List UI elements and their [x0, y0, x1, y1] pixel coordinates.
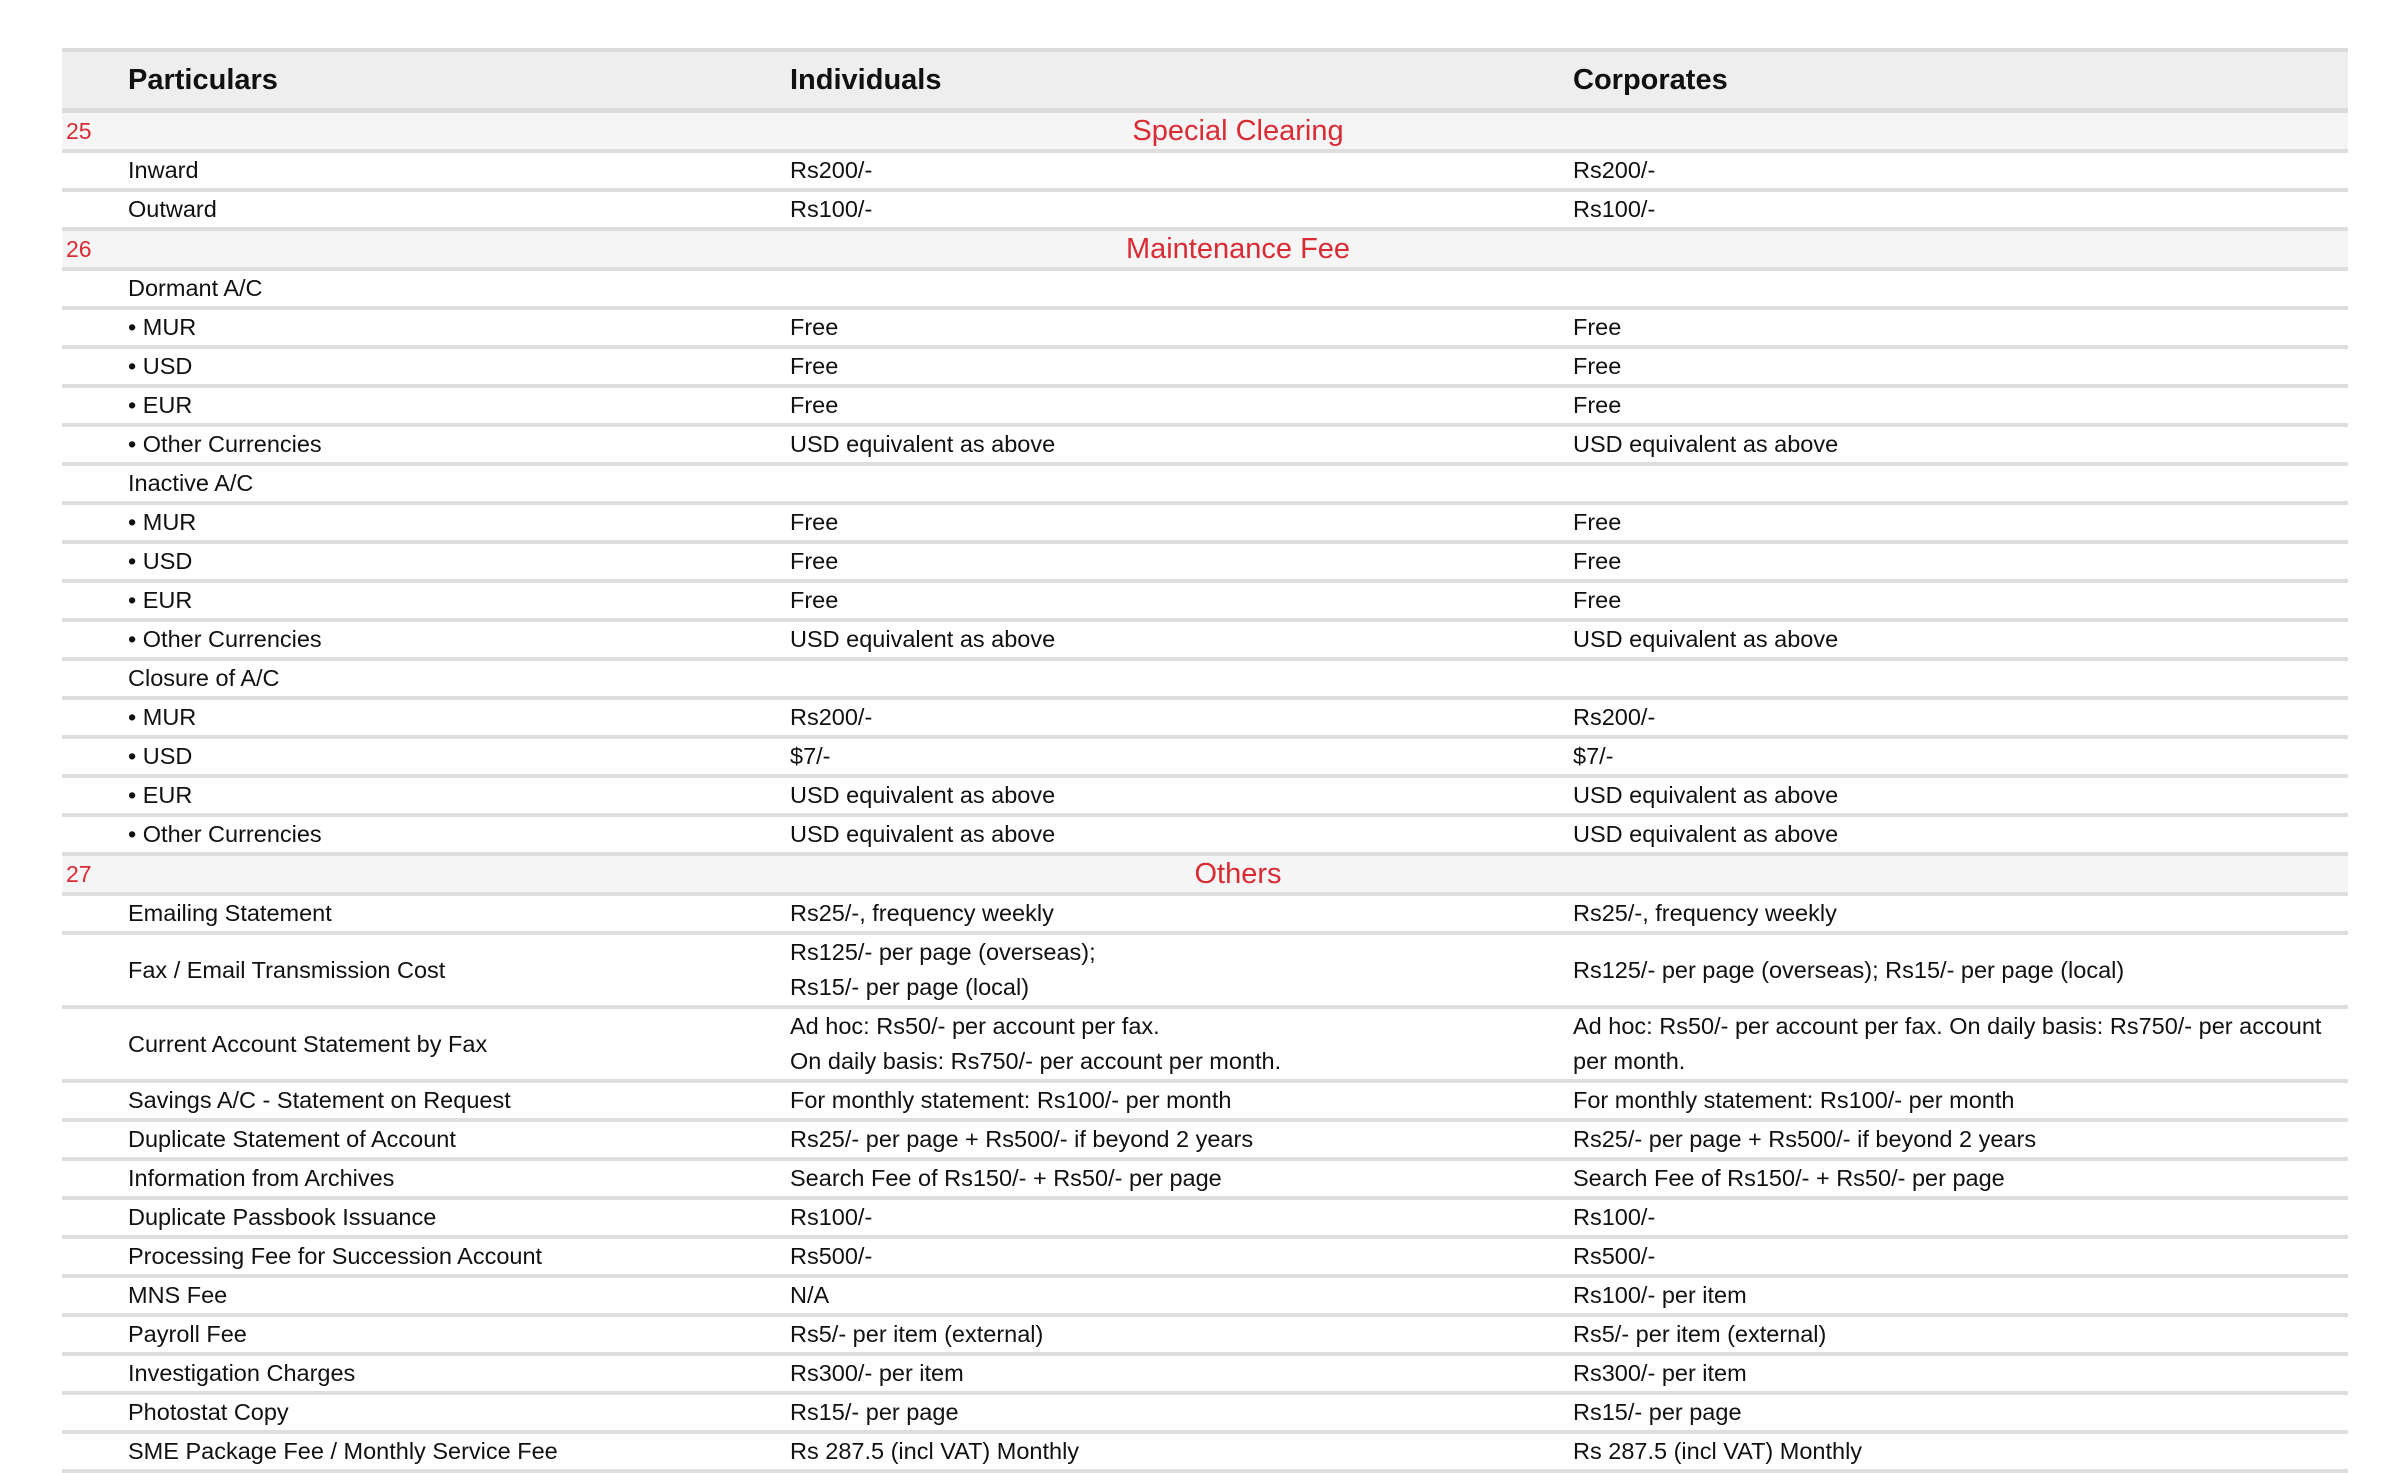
individuals-cell	[790, 659, 1573, 698]
individuals-cell-line: Free	[790, 392, 839, 418]
particular-cell: SME Package Fee / Monthly Service Fee	[128, 1432, 790, 1471]
particular-cell: Emailing Statement	[128, 894, 790, 933]
individuals-cell	[790, 581, 1573, 620]
individuals-cell-line: N/A	[790, 1282, 830, 1308]
individuals-cell	[790, 1432, 1573, 1471]
row-number-cell	[62, 1354, 128, 1393]
particular-cell: Photostat Copy	[128, 1393, 790, 1432]
corporates-cell	[1573, 620, 2348, 659]
corporates-cell-line: Free	[1573, 392, 1622, 418]
individuals-cell-line: Rs200/-	[790, 704, 873, 730]
individuals-cell-line: Free	[790, 509, 839, 535]
table-row	[62, 1081, 2348, 1120]
individuals-cell	[790, 894, 1573, 933]
individuals-cell-line: On daily basis: Rs750/- per account per month.	[790, 1048, 1282, 1074]
corporates-cell-line: Free	[1573, 353, 1622, 379]
individuals-cell	[790, 1198, 1573, 1237]
individuals-cell	[790, 815, 1573, 854]
table-row	[62, 464, 2348, 503]
section-header-row	[62, 111, 2348, 152]
individuals-cell-line: USD equivalent as above	[790, 821, 1056, 847]
row-number-cell	[62, 503, 128, 542]
individuals-cell	[790, 620, 1573, 659]
corporates-cell-line: Search Fee of Rs150/- + Rs50/- per page	[1573, 1165, 2005, 1191]
table-row	[62, 776, 2348, 815]
individuals-cell-line: Rs25/-, frequency weekly	[790, 900, 1054, 926]
corporates-cell-line: Free	[1573, 509, 1622, 535]
corporates-cell-line: Rs200/-	[1573, 704, 1656, 730]
individuals-cell-line: USD equivalent as above	[790, 782, 1056, 808]
particular-cell: • Other Currencies	[128, 425, 790, 464]
corporates-cell-line: Rs15/- per page	[1573, 1399, 1742, 1425]
corporates-cell	[1573, 894, 2348, 933]
corporates-cell-line: $7/-	[1573, 743, 1614, 769]
table-row	[62, 1432, 2348, 1471]
individuals-cell	[790, 776, 1573, 815]
row-number-cell	[62, 620, 128, 659]
section-number: 26	[62, 229, 128, 269]
individuals-cell	[790, 542, 1573, 581]
individuals-cell-line: Rs25/- per page + Rs500/- if beyond 2 years	[790, 1126, 1254, 1152]
table-row	[62, 1237, 2348, 1276]
row-number-cell	[62, 581, 128, 620]
table-row	[62, 542, 2348, 581]
row-number-cell	[62, 190, 128, 229]
number-column-header	[62, 50, 128, 111]
particular-cell: Duplicate Statement of Account	[128, 1120, 790, 1159]
row-number-cell	[62, 1198, 128, 1237]
corporates-cell	[1573, 1276, 2348, 1315]
particular-cell: • Other Currencies	[128, 620, 790, 659]
individuals-cell-line: Search Fee of Rs150/- + Rs50/- per page	[790, 1165, 1222, 1191]
row-number-cell	[62, 698, 128, 737]
particular-cell: • MUR	[128, 503, 790, 542]
table-row	[62, 503, 2348, 542]
table-row	[62, 659, 2348, 698]
individuals-cell	[790, 1007, 1573, 1081]
particular-cell: Information from Archives	[128, 1159, 790, 1198]
corporates-cell-line: For monthly statement: Rs100/- per month	[1573, 1087, 2015, 1113]
corporates-cell	[1573, 1159, 2348, 1198]
table-row	[62, 894, 2348, 933]
table-row	[62, 737, 2348, 776]
section-title: Maintenance Fee	[128, 229, 2348, 269]
individuals-cell-line: Free	[790, 353, 839, 379]
row-number-cell	[62, 1315, 128, 1354]
corporates-cell-line: Rs 287.5 (incl VAT) Monthly	[1573, 1438, 1863, 1464]
table-row	[62, 425, 2348, 464]
section-title: Others	[128, 854, 2348, 894]
corporates-cell	[1573, 190, 2348, 229]
individuals-cell-line: Free	[790, 314, 839, 340]
individuals-cell-line: Rs200/-	[790, 157, 873, 183]
corporates-cell-line: USD equivalent as above	[1573, 782, 1839, 808]
particular-cell: • USD	[128, 737, 790, 776]
individuals-cell	[790, 464, 1573, 503]
individuals-cell-line: Ad hoc: Rs50/- per account per fax.	[790, 1013, 1160, 1039]
individuals-cell	[790, 1315, 1573, 1354]
particular-cell: Outward	[128, 190, 790, 229]
corporates-cell-line: Free	[1573, 587, 1622, 613]
row-number-cell	[62, 737, 128, 776]
section-number: 27	[62, 854, 128, 894]
individuals-cell	[790, 386, 1573, 425]
table-row	[62, 1198, 2348, 1237]
corporates-cell	[1573, 933, 2348, 1007]
individuals-cell	[790, 190, 1573, 229]
corporates-cell	[1573, 1198, 2348, 1237]
table-row	[62, 698, 2348, 737]
row-number-cell	[62, 269, 128, 308]
row-number-cell	[62, 933, 128, 1007]
table-row	[62, 1159, 2348, 1198]
row-number-cell	[62, 1276, 128, 1315]
individuals-cell	[790, 1237, 1573, 1276]
particular-cell: Inward	[128, 151, 790, 190]
particular-cell: Savings A/C - Statement on Request	[128, 1081, 790, 1120]
particular-cell: • EUR	[128, 581, 790, 620]
particulars-column-header: Particulars	[128, 50, 790, 111]
corporates-cell	[1573, 542, 2348, 581]
particular-cell: Processing Fee for Succession Account	[128, 1237, 790, 1276]
individuals-column-header: Individuals	[790, 50, 1573, 111]
corporates-cell-line: USD equivalent as above	[1573, 821, 1839, 847]
particular-cell: • MUR	[128, 308, 790, 347]
individuals-cell-line: For monthly statement: Rs100/- per month	[790, 1087, 1232, 1113]
particular-cell: Duplicate Passbook Issuance	[128, 1198, 790, 1237]
individuals-cell-line: USD equivalent as above	[790, 626, 1056, 652]
individuals-cell-line: Rs300/- per item	[790, 1360, 964, 1386]
row-number-cell	[62, 1081, 128, 1120]
table-row	[62, 1276, 2348, 1315]
corporates-cell-line: Rs5/- per item (external)	[1573, 1321, 1827, 1347]
corporates-cell	[1573, 698, 2348, 737]
corporates-cell-line: Ad hoc: Rs50/- per account per fax. On daily basis: Rs750/- per account	[1573, 1013, 2322, 1039]
section-header-row	[62, 229, 2348, 269]
corporates-cell	[1573, 776, 2348, 815]
table-row	[62, 269, 2348, 308]
individuals-cell-line: Free	[790, 548, 839, 574]
table-row	[62, 815, 2348, 854]
table-row	[62, 190, 2348, 229]
row-number-cell	[62, 464, 128, 503]
individuals-cell	[790, 1276, 1573, 1315]
row-number-cell	[62, 347, 128, 386]
individuals-cell	[790, 1354, 1573, 1393]
corporates-cell-line: Rs500/-	[1573, 1243, 1656, 1269]
particular-cell: Investigation Charges	[128, 1354, 790, 1393]
particular-cell: Closure of A/C	[128, 659, 790, 698]
corporates-cell	[1573, 1081, 2348, 1120]
particular-cell: • USD	[128, 542, 790, 581]
table-row	[62, 933, 2348, 1007]
corporates-column-header: Corporates	[1573, 50, 2348, 111]
row-number-cell	[62, 776, 128, 815]
individuals-cell	[790, 1159, 1573, 1198]
row-number-cell	[62, 1159, 128, 1198]
corporates-cell-line: per month.	[1573, 1048, 1686, 1074]
corporates-cell	[1573, 308, 2348, 347]
particular-cell: • Other Currencies	[128, 815, 790, 854]
table-row	[62, 581, 2348, 620]
corporates-cell	[1573, 386, 2348, 425]
individuals-cell-line: Rs100/-	[790, 1204, 873, 1230]
table-header-row	[62, 50, 2348, 111]
individuals-cell	[790, 737, 1573, 776]
table-row	[62, 151, 2348, 190]
individuals-cell-line: Rs 287.5 (incl VAT) Monthly	[790, 1438, 1080, 1464]
particular-cell: MNS Fee	[128, 1276, 790, 1315]
corporates-cell-line: Free	[1573, 548, 1622, 574]
individuals-cell-line: Rs100/-	[790, 196, 873, 222]
row-number-cell	[62, 1393, 128, 1432]
corporates-cell-line: Rs100/-	[1573, 196, 1656, 222]
corporates-cell	[1573, 425, 2348, 464]
corporates-cell	[1573, 1237, 2348, 1276]
individuals-cell	[790, 308, 1573, 347]
particular-cell: • USD	[128, 347, 790, 386]
individuals-cell-line: Free	[790, 587, 839, 613]
corporates-cell	[1573, 151, 2348, 190]
individuals-cell	[790, 1081, 1573, 1120]
corporates-cell	[1573, 1007, 2348, 1081]
individuals-cell	[790, 425, 1573, 464]
corporates-cell	[1573, 1393, 2348, 1432]
corporates-cell-line: Free	[1573, 314, 1622, 340]
row-number-cell	[62, 1007, 128, 1081]
corporates-cell	[1573, 815, 2348, 854]
individuals-cell	[790, 269, 1573, 308]
particular-cell: • EUR	[128, 776, 790, 815]
corporates-cell	[1573, 659, 2348, 698]
section-header-row	[62, 854, 2348, 894]
individuals-cell-line: Rs125/- per page (overseas);	[790, 939, 1096, 965]
row-number-cell	[62, 815, 128, 854]
corporates-cell	[1573, 503, 2348, 542]
row-number-cell	[62, 894, 128, 933]
row-number-cell	[62, 151, 128, 190]
particular-cell: Current Account Statement by Fax	[128, 1007, 790, 1081]
individuals-cell	[790, 933, 1573, 1007]
corporates-cell	[1573, 1432, 2348, 1471]
particular-cell: Fax / Email Transmission Cost	[128, 933, 790, 1007]
corporates-cell	[1573, 581, 2348, 620]
individuals-cell-line: Rs5/- per item (external)	[790, 1321, 1044, 1347]
individuals-cell	[790, 1120, 1573, 1159]
table-row	[62, 386, 2348, 425]
corporates-cell	[1573, 1120, 2348, 1159]
individuals-cell-line: Rs15/- per page	[790, 1399, 959, 1425]
table-row	[62, 347, 2348, 386]
table-row	[62, 620, 2348, 659]
row-number-cell	[62, 386, 128, 425]
table-row	[62, 1120, 2348, 1159]
particular-cell: Dormant A/C	[128, 269, 790, 308]
table-body	[62, 111, 2348, 1472]
row-number-cell	[62, 542, 128, 581]
corporates-cell-line: Rs200/-	[1573, 157, 1656, 183]
row-number-cell	[62, 308, 128, 347]
table-row	[62, 308, 2348, 347]
individuals-cell-line: $7/-	[790, 743, 831, 769]
table-row	[62, 1393, 2348, 1432]
row-number-cell	[62, 1237, 128, 1276]
row-number-cell	[62, 1120, 128, 1159]
corporates-cell-line: Rs100/-	[1573, 1204, 1656, 1230]
individuals-cell	[790, 503, 1573, 542]
row-number-cell	[62, 425, 128, 464]
corporates-cell	[1573, 464, 2348, 503]
particular-cell: Inactive A/C	[128, 464, 790, 503]
corporates-cell	[1573, 1315, 2348, 1354]
corporates-cell	[1573, 347, 2348, 386]
corporates-cell-line: USD equivalent as above	[1573, 626, 1839, 652]
fee-schedule-sheet	[62, 48, 2348, 1473]
fee-schedule-table	[62, 48, 2348, 1473]
section-title: Special Clearing	[128, 111, 2348, 152]
corporates-cell	[1573, 1354, 2348, 1393]
corporates-cell	[1573, 737, 2348, 776]
table-row	[62, 1315, 2348, 1354]
individuals-cell-line: USD equivalent as above	[790, 431, 1056, 457]
individuals-cell-line: Rs15/- per page (local)	[790, 974, 1030, 1000]
corporates-cell-line: USD equivalent as above	[1573, 431, 1839, 457]
corporates-cell-line: Rs125/- per page (overseas); Rs15/- per page (local)	[1573, 956, 2125, 983]
section-number: 25	[62, 111, 128, 152]
corporates-cell-line: Rs100/- per item	[1573, 1282, 1747, 1308]
corporates-cell-line: Rs25/- per page + Rs500/- if beyond 2 years	[1573, 1126, 2037, 1152]
corporates-cell	[1573, 269, 2348, 308]
table-row	[62, 1354, 2348, 1393]
individuals-cell	[790, 698, 1573, 737]
particular-cell: • MUR	[128, 698, 790, 737]
particular-cell: Payroll Fee	[128, 1315, 790, 1354]
row-number-cell	[62, 1432, 128, 1471]
individuals-cell-line: Rs500/-	[790, 1243, 873, 1269]
row-number-cell	[62, 659, 128, 698]
individuals-cell	[790, 1393, 1573, 1432]
particular-cell: • EUR	[128, 386, 790, 425]
corporates-cell-line: Rs300/- per item	[1573, 1360, 1747, 1386]
individuals-cell	[790, 151, 1573, 190]
individuals-cell	[790, 347, 1573, 386]
corporates-cell-line: Rs25/-, frequency weekly	[1573, 900, 1837, 926]
table-row	[62, 1007, 2348, 1081]
